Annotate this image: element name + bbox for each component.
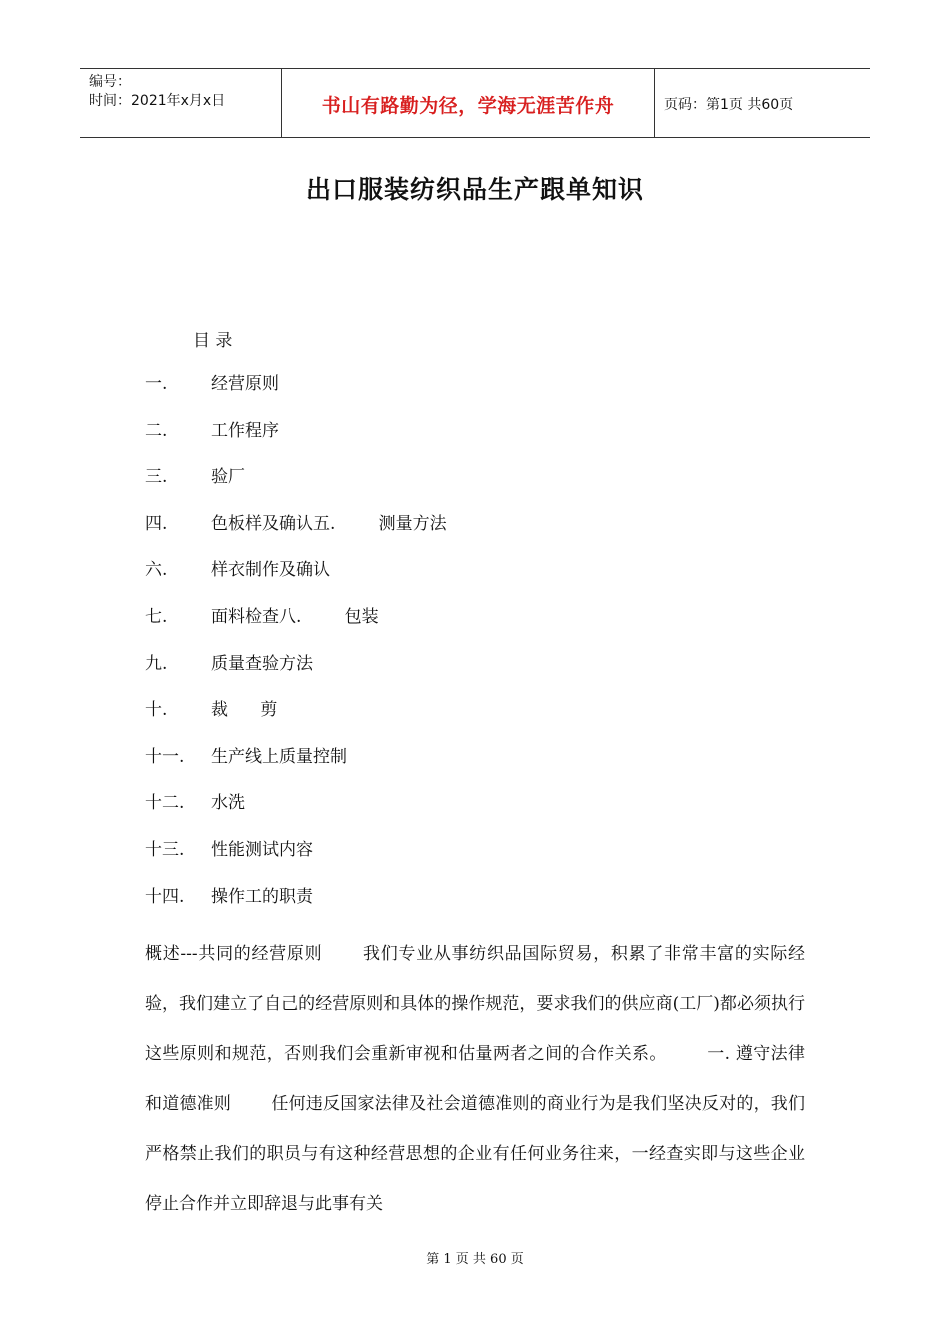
- toc-item-text: 工作程序: [211, 421, 279, 441]
- toc-item-number: 十三.: [145, 840, 185, 860]
- document-number-label: 编号：: [89, 74, 131, 90]
- toc-item-number: 三.: [145, 467, 168, 487]
- toc-item-number: 十四.: [145, 887, 185, 907]
- header-motto: 书山有路勤为径，学海无涯苦作舟: [321, 95, 615, 117]
- toc-item-text: 经营原则: [211, 374, 279, 394]
- header-info: [89, 73, 225, 111]
- toc-item-number: 四.: [145, 514, 168, 534]
- document-date: 时间：2021年x月x日: [89, 93, 226, 109]
- toc-item-text: 色板样及确认五. 测量方法: [211, 514, 447, 534]
- header-divider: [654, 69, 655, 137]
- body-text: 一. 遵守法律和道德准则: [145, 1044, 806, 1114]
- toc-item-text: 水洗: [211, 793, 245, 813]
- page-header: [80, 68, 870, 138]
- toc-item-number: 十一.: [145, 747, 185, 767]
- toc-item-text: 生产线上质量控制: [211, 747, 347, 767]
- toc-item-text: 性能测试内容: [211, 840, 313, 860]
- toc-item-number: 十.: [145, 700, 168, 720]
- toc-item-number: 六.: [145, 560, 168, 580]
- toc-item-text: 验厂: [211, 467, 245, 487]
- toc-heading: 目 录: [193, 331, 233, 351]
- toc-item-text: 裁 剪: [211, 700, 278, 720]
- toc-item-number: 一.: [145, 374, 168, 394]
- toc-item-number: 十二.: [145, 793, 185, 813]
- toc-item-text: 样衣制作及确认: [211, 560, 330, 580]
- page-footer: 第 1 页 共 60 页: [426, 1252, 524, 1267]
- body-text: 概述---共同的经营原则: [145, 944, 323, 964]
- header-page-info: 页码：第1页 共60页: [664, 97, 794, 113]
- toc-item-text: 操作工的职责: [211, 887, 313, 907]
- body-paragraph: [145, 929, 805, 1229]
- toc-item-number: 二.: [145, 421, 168, 441]
- toc-item-number: 七.: [145, 607, 168, 627]
- toc-item-text: 面料检查八. 包装: [211, 607, 379, 627]
- body-text: 任何违反国家法律及社会道德准则的商业行为是我们坚决反对的，我们严格禁止我们的职员与有这种经营思想的企业有任何业务往来，一经查实即与这些企业停止合作并立即辞退与此事有关: [145, 1094, 806, 1214]
- body-text: 我们专业从事纺织品国际贸易，积累了非常丰富的实际经验，我们建立了自己的经营原则和具体的操作规范，要求我们的供应商(工厂)都必须执行这些原则和规范，否则我们会重新审视和估量两者之间的合作关系。: [145, 944, 806, 1064]
- toc-item-text: 质量查验方法: [211, 654, 313, 674]
- document-title: 出口服装纺织品生产跟单知识: [305, 175, 644, 204]
- toc-item-number: 九.: [145, 654, 168, 674]
